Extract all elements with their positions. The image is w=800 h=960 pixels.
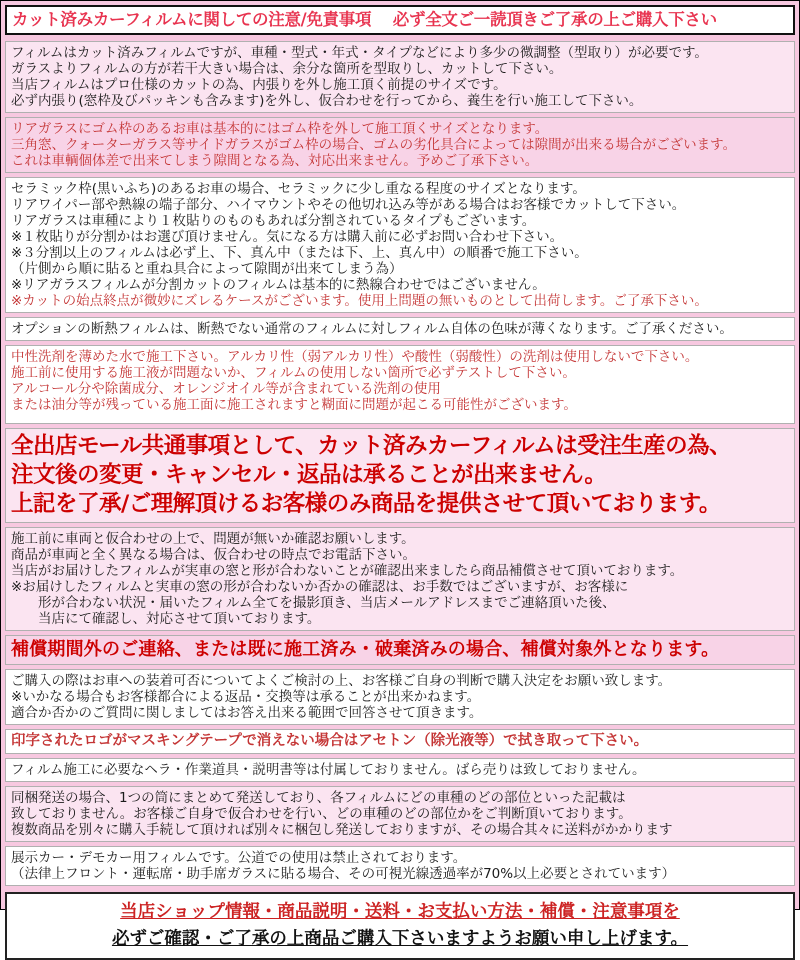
text-line: セラミック枠(黒いふち)のあるお車の場合、セラミックに少し重なる程度のサイズとなります。 [11, 181, 586, 197]
text-line: ※いかなる場合もお客様都合による返品・交換等は承ることが出来かねます。 [11, 689, 481, 705]
text-line: 必ず内張り(窓枠及びパッキンも含みます)を外し、仮合わせを行ってから、養生を行い施工して下さい。 [11, 93, 643, 109]
text-line: 当店フィルムはプロ仕様のカットの為、内張りを外し施工頂く前提のサイズです。 [11, 77, 507, 93]
tools-text: フィルム施工に必要なヘラ・作業道具・説明書等は付属しておりません。ばら売りは致しておりません。 [11, 762, 646, 778]
notice-detergent [5, 345, 795, 424]
text-line: または油分等が残っている施工面に施工されますと糊面に問題が起こる可能性がございます。 [11, 397, 577, 413]
notice-bundled-shipping [5, 786, 795, 842]
shop-info-link[interactable]: 当店ショップ情報・商品説明・送料・お支払い方法・補償・注意事項を [120, 902, 680, 922]
text-line: （片側から順に貼ると重ね具合によって隙間が出来てしまう為） [11, 261, 403, 277]
notice-warranty-period [5, 635, 795, 665]
text-line: リアガラスにゴム枠のあるお車は基本的にはゴム枠を外して施工頂くサイズとなります。 [11, 121, 549, 137]
text-line: ※お届けしたフィルムと実車の窓の形が合わないか否かの確認は、お手数ではございますが、お客様に [11, 579, 629, 595]
notice-rubber-frame [5, 117, 795, 173]
warranty-period-text: 補償期間外のご連絡、または既に施工済み・破棄済みの場合、補償対象外となります。 [11, 639, 720, 660]
text-line: リアガラスは車種により１枚貼りのものもあれば分割されているタイプもございます。 [11, 213, 536, 229]
text-line: フィルムはカット済みフィルムですが、車種・型式・年式・タイプなどにより多少の微調整（型取り）が必要です。 [11, 45, 708, 61]
text-line: 当店にて確認し、対応させて頂いております。 [11, 611, 321, 627]
notice-logo-print [5, 729, 795, 754]
text-line: 適合か否かのご質問に関しましてはお答え出来る範囲で回答させて頂きます。 [11, 705, 483, 721]
notice-purchase-decision [5, 669, 795, 725]
text-line: 中性洗剤を薄めた水で施工下さい。アルカリ性（弱アルカリ性）や酸性（弱酸性）の洗剤は使用しないで下さい。 [11, 349, 699, 365]
text-line: ※３分割以上のフィルムは必ず上、下、真ん中（または下、上、真ん中）の順番で施工下さい。 [11, 245, 588, 261]
notice-ceramic-split [5, 177, 795, 313]
text-line: 同梱発送の場合、1つの筒にまとめて発送しており、各フィルムにどの車種のどの部位といった記載は [11, 790, 626, 806]
notice-tools-not-included [5, 758, 795, 782]
purchase-request-line: 必ずご確認・ご了承の上商品ご購入下さいますようお願い申し上げます。 [111, 929, 689, 949]
text-line: リアワイパー部や熱線の端子部分、ハイマウントやその他切れ込み等がある場合はお客様でカットして下さい。 [11, 197, 686, 213]
notice-mall-common-no-cancel [5, 428, 795, 523]
text-line: 当店がお届けしたフィルムが実車の窓と形が合わないことが確認出来ましたら商品補償させて頂いております。 [11, 563, 684, 579]
text-line: 施工前に使用する施工液が問題ないか、フィルムの使用しない箇所で必ずテストして下さい。 [11, 365, 576, 381]
text-line: 上記を了承/ご理解頂けるお客様のみ商品を提供させて頂いております。 [11, 491, 721, 517]
text-line: ※１枚貼りが分割かはお選び頂けません。気になる方は購入前に必ずお問い合わせ下さい。 [11, 229, 564, 245]
text-line: ※リアガラスフィルムが分割カットのフィルムは基本的に熱線合わせではございません。 [11, 277, 546, 293]
text-line: 注文後の変更・キャンセル・返品は承ることが出来ません。 [11, 462, 607, 488]
text-line: 全出店モール共通事項として、カット済みカーフィルムは受注生産の為、 [11, 433, 732, 459]
text-line: 致しておりません。お客様ご自身で仮合わせを行い、どの車種のどの部位かをご判断頂いております。 [11, 806, 632, 822]
text-line: 複数商品を別々に購入手続して頂ければ別々に梱包し発送しておりますが、その場合其々に送料がかかります [11, 822, 673, 838]
text-line: 三角窓、クォーターガラス等サイドガラスがゴム枠の場合、ゴムの劣化具合によっては隙間が出来る場合がございます。 [11, 137, 737, 153]
text-line: 展示カー・デモカー用フィルムです。公道での使用は禁止されております。 [11, 850, 467, 866]
footer-links-box [5, 892, 795, 960]
text-line: （法律上フロント・運転席・助手席ガラスに貼る場合、その可視光線透過率が70%以上必要とされています） [11, 866, 676, 882]
text-line: アルコール分や除菌成分、オレンジオイル等が含まれている洗剤の使用 [11, 381, 441, 397]
text-line: ガラスよりフィルムの方が若干大きい場合は、余分な箇所を型取りし、カットして下さい。 [11, 61, 563, 77]
text-line: 形が合わない状況・届いたフィルム全てを撮影頂き、当店メールアドレスまでご連絡頂いた後、 [11, 595, 616, 611]
notice-demo-car [5, 846, 795, 886]
cut-deviation-warning: ※カットの始点終点が微妙にズレるケースがございます。使用上問題の無いものとして出荷します。ご了承下さい。 [11, 293, 708, 309]
notice-film-fit [5, 41, 795, 113]
notice-fitting-check [5, 527, 795, 631]
text-line: これは車輌個体差で出来てしまう隙間となる為、対応出来ません。予めご了承下さい。 [11, 153, 539, 169]
text-line: オプションの断熱フィルムは、断熱でない通常のフィルムに対しフィルム自体の色味が薄くなります。ご了承ください。 [11, 321, 733, 337]
ceramic-split-lines [11, 181, 789, 293]
page-title: カット済みカーフィルムに関しての注意/免責事項 必ず全文ご一読頂きご了承の上ご購入下さい [5, 5, 795, 35]
text-line: ご購入の際はお車への装着可否についてよくご検討の上、お客様ご自身の判断で購入決定をお願い致します。 [11, 673, 672, 689]
text-line: 施工前に車両と仮合わせの上で、問題が無いか確認お願いします。 [11, 531, 415, 547]
logo-print-text: 印字されたロゴがマスキングテープで消えない場合はアセトン（除光液等）で拭き取って下さい。 [11, 733, 649, 749]
text-line: 商品が車両と全く異なる場合は、仮合わせの時点でお電話下さい。 [11, 547, 416, 563]
notice-insulation-film [5, 317, 795, 341]
